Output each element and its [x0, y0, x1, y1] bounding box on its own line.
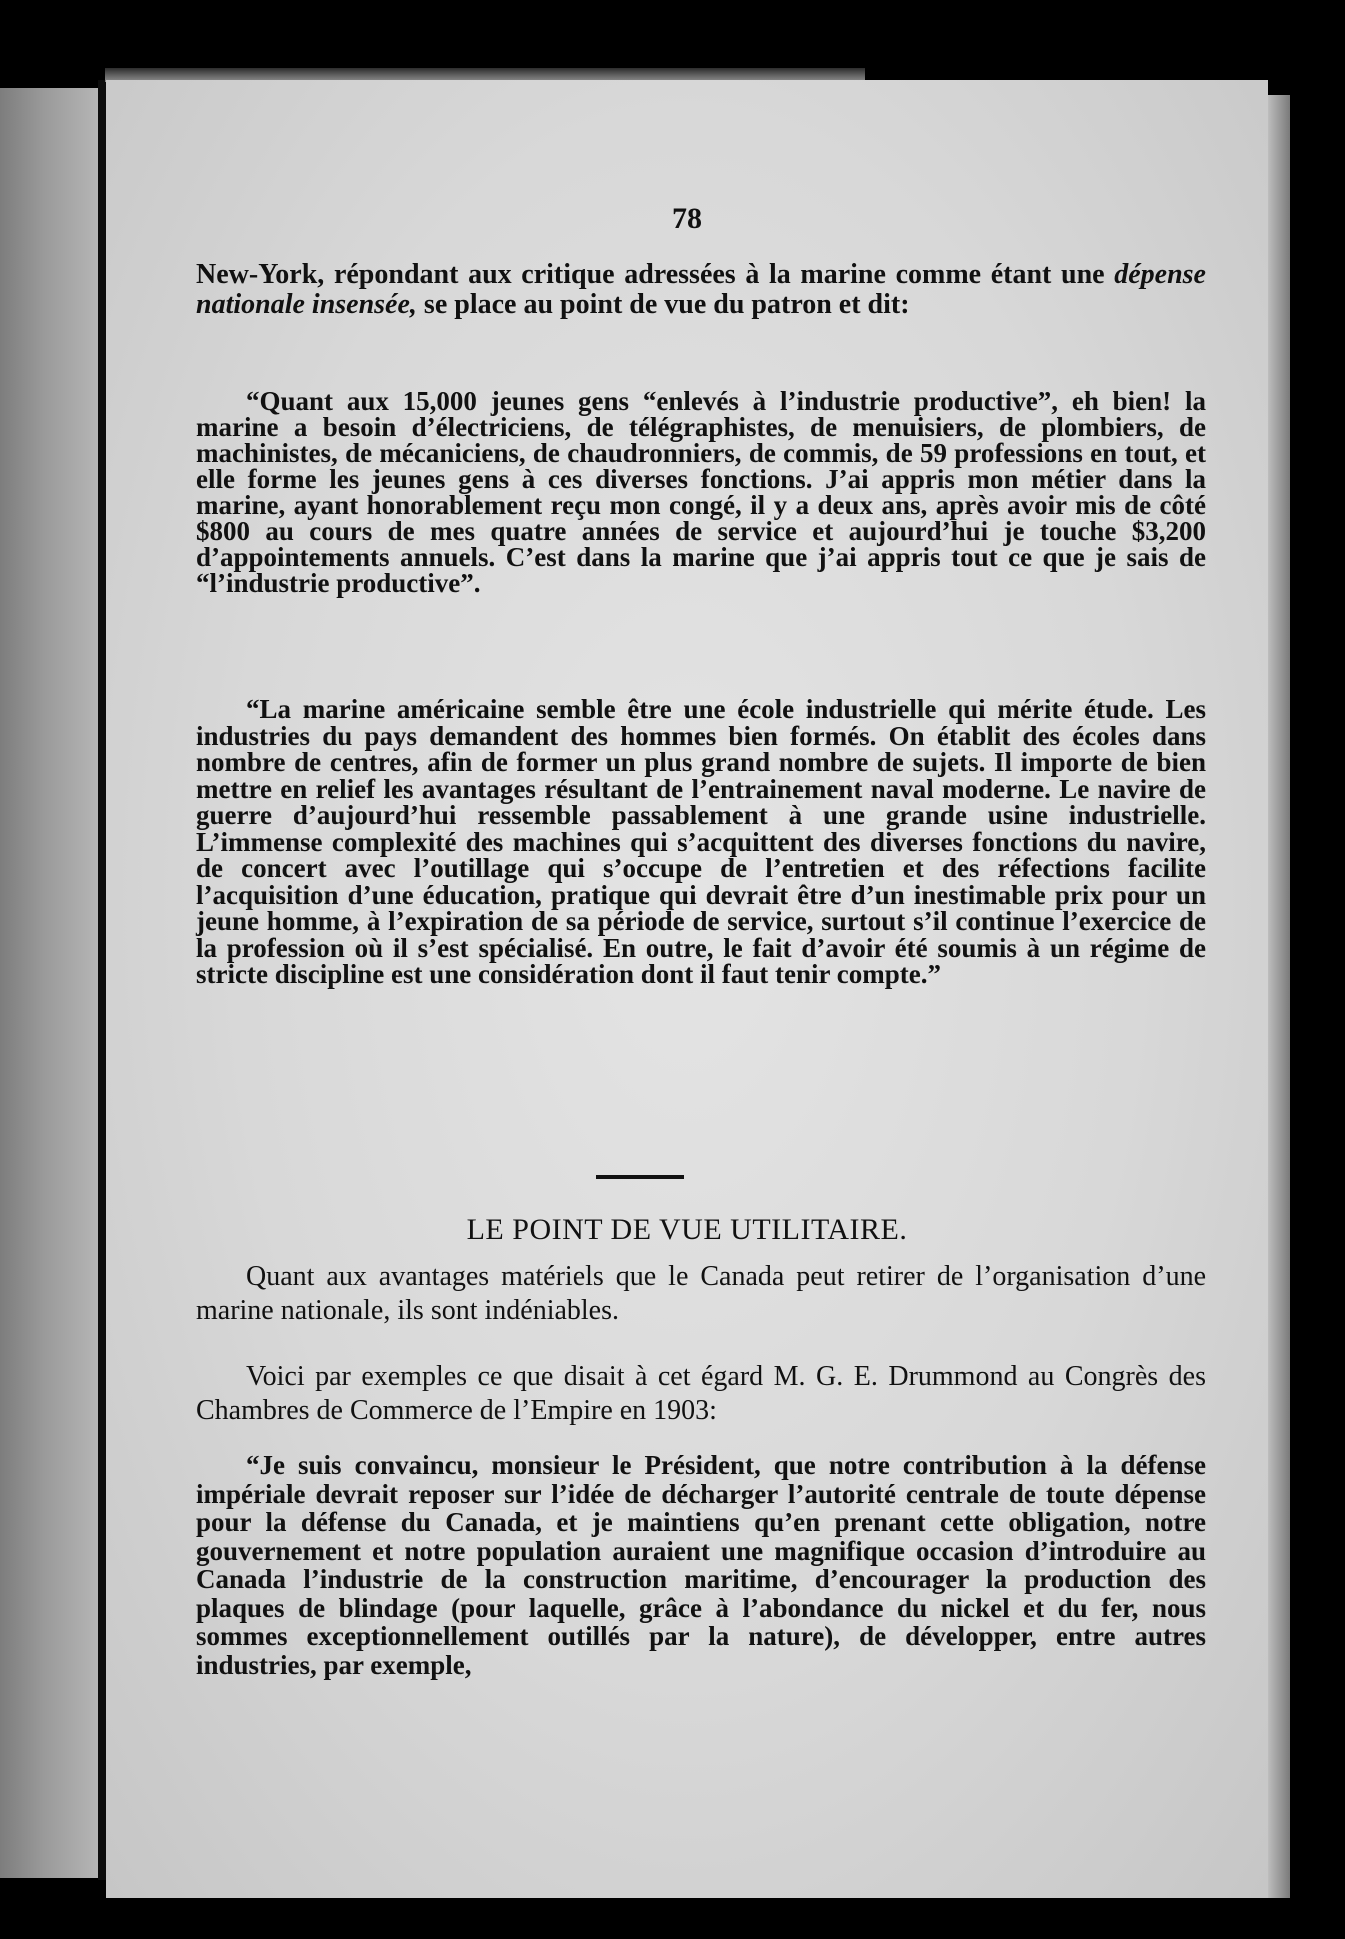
body-paragraph-2-text: Voici par exemples ce que disait à cet égard M. G. E. Drummond au Congrès des Chambres de Commerce de l’Empire en 1903:: [196, 1361, 1206, 1426]
body-paragraph-2: [196, 1360, 1206, 1428]
quote-paragraph-1-text: “Quant aux 15,000 jeunes gens “enlevés à l’industrie productive”, eh bien! la marine a besoin d’électriciens, de télégraphistes, de menuisiers, de plombiers, de machinistes, de mécaniciens, de chaudronniers, de commis, de 59 professions en tout, et elle forme les jeunes gens à ces diverses fonctions. J’ai appris mon métier dans la marine, ayant honorablement reçu mon congé, il y a deux ans, après avoir mis de côté $800 au cours de mes quatre années de service et aujourd’hui je touche $3,200 d’appointements annuels. C’est dans la marine que j’ai appris tout ce que je sais de “l’industrie productive”.: [196, 386, 1206, 598]
section-divider: [596, 1175, 684, 1179]
scanned-page: [106, 80, 1268, 1898]
quote-paragraph-2-text: “La marine américaine semble être une école industrielle qui mérite étude. Les industries du pays demandent des hommes bien formés. On établit des écoles dans nombre de centres, afin de former un plus grand nombre de sujets. Il importe de bien mettre en relief les avantages résultant de l’entrainement naval moderne. Le navire de guerre d’aujourd’hui ressemble passablement à une grande usine industrielle. L’immense complexité des machines qui s’acquittent des diverses fonctions du navire, de concert avec l’outillage qui s’occupe de l’entretien et des réfections facilite l’acquisition d’une éducation, pratique qui devrait être d’un inestimable prix pour un jeune homme, à l’expiration de sa période de service, surtout s’il continue l’exercice de la profession où il s’est spécialisé. En outre, le fait d’avoir été soumis à un régime de stricte discipline est une considération dont il faut tenir compte.”: [196, 694, 1206, 989]
page-number: 78: [672, 202, 702, 235]
intro-emphasis: dépense nationale insensée,: [196, 259, 1206, 320]
facing-page-edge: [0, 88, 98, 1878]
body-paragraph-1: [196, 1260, 1206, 1328]
intro-text-end: se place au point de vue du patron et dit:: [416, 288, 910, 320]
intro-paragraph: [196, 260, 1206, 319]
quote-paragraph-1: [196, 388, 1206, 596]
intro-text-start: New-York, répondant aux critique adressées à la marine comme étant une: [196, 259, 1115, 290]
right-page-edge: [1268, 95, 1290, 1898]
section-title: LE POINT DE VUE UTILITAIRE.: [466, 1213, 908, 1246]
quote-paragraph-3: [196, 1451, 1206, 1679]
quote-paragraph-3-text: “Je suis convaincu, monsieur le Président, que notre contribution à la défense impériale devrait reposer sur l’idée de décharger l’autorité centrale de toute dépense pour la défense du Canada, et je maintiens qu’en prenant cette obligation, notre gouvernement et notre population auraient une magnifique occasion d’introduire au Canada l’industrie de la construction maritime, d’encourager la production des plaques de blindage (pour laquelle, grâce à l’abondance du nickel et du fer, nous sommes exceptionnellement outillés par la nature), de développer, entre autres industries, par exemple,: [196, 1450, 1206, 1680]
body-paragraph-1-text: Quant aux avantages matériels que le Canada peut retirer de l’organisation d’une marine nationale, ils sont indéniables.: [196, 1261, 1206, 1326]
book-spine: [98, 80, 106, 1880]
quote-paragraph-2: [196, 696, 1206, 988]
